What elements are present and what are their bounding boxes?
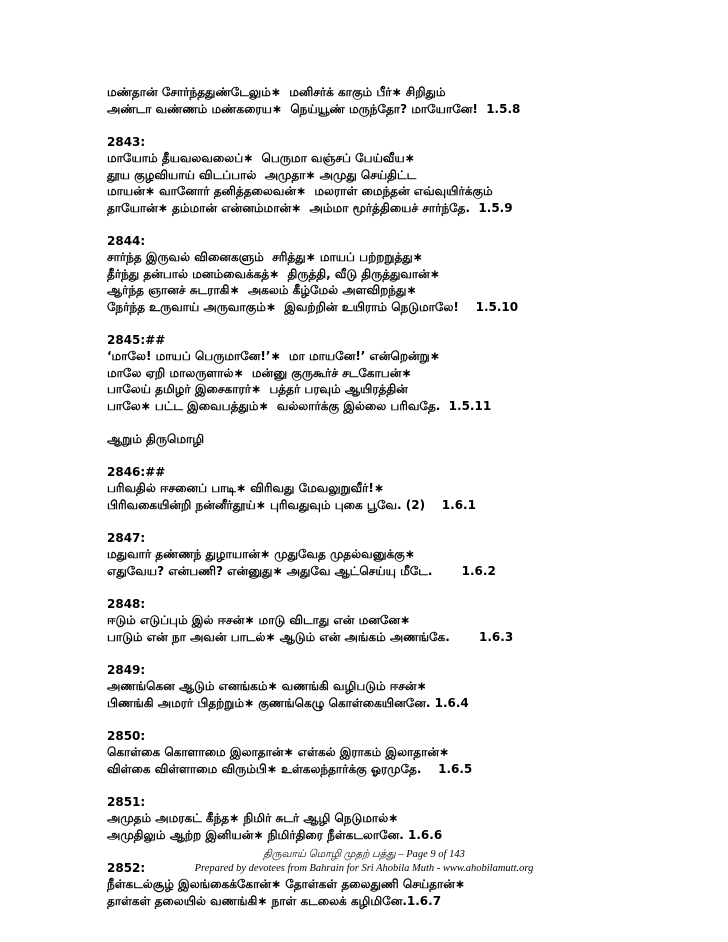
verse-line: பாலே∗ பட்ட இவைபத்தும்∗ வல்லார்க்கு இல்லை பரிவதே. 1.5.11 [107, 398, 492, 413]
verse-line: தீர்ந்து தன்பால் மனம்வைக்கத்∗ திருத்தி, வீடு திருத்துவான்∗ [107, 266, 440, 281]
verse-number: 2847: [107, 530, 146, 545]
verse-block [107, 662, 627, 712]
verse-number: 2849: [107, 662, 146, 677]
verse-number: 2844: [107, 233, 146, 248]
verse-line: பிணங்கி அமரர் பிதற்றும்∗ குணங்கெழு கொள்கையினனே. 1.6.4 [107, 695, 469, 710]
verse-line: நீள்கடல்சூழ் இலங்கைக்கோன்∗ தோள்கள் தலைதுணி செய்தான்∗ [107, 877, 465, 891]
verse-line: மாலே ஏறி மாலருளால்∗ மன்னு குருகூர்ச் சடகோபன்∗ [107, 365, 412, 380]
verse-line: பாடும் என் நா அவன் பாடல்∗ ஆடும் என் அங்கம் அணங்கே. 1.6.3 [107, 629, 514, 644]
verse-block [107, 530, 627, 580]
verse-line: ஆர்ந்த ஞானச் சுடராகி∗ அகலம் கீழ்மேல் அளவிறந்து∗ [107, 283, 417, 297]
verse-line: எதுவேய? என்பணி? என்னுது∗ அதுவே ஆட்செய்யு மீடே. 1.6.2 [107, 563, 496, 578]
verse-block [107, 233, 627, 316]
verse-line: ஆறும் திருமொழி [107, 431, 205, 446]
verse-line: நேர்ந்த உருவாய் அருவாகும்∗ இவற்றின் உயிராம் நெடுமாலே! 1.5.10 [107, 299, 519, 314]
verse-line: அமுதிலும் ஆற்ற இனியன்∗ நிமிர்திரை நீள்கடலானே. 1.6.6 [107, 827, 443, 842]
verse-line: அண்டா வண்ணம் மண்கரைய∗ நெய்யூண் மருந்தோ? மாயோனே! 1.5.8 [107, 101, 521, 116]
verse-number: 2845:## [107, 332, 166, 347]
verse-line: மாயோம் தீயவலவலைப்∗ பெருமா வஞ்சப் பேய்வீய∗ [107, 151, 415, 165]
verse-block [107, 596, 627, 646]
verse-line: சார்ந்த இருவல் வினைகளும் சரித்து∗ மாயப் பற்றறுத்து∗ [107, 250, 423, 264]
verse-line: தூய குழவியாய் விடப்பால் அமுதா∗ அமுது செய்திட்ட [107, 167, 417, 182]
verse-line: மண்தான் சோர்ந்ததுண்டேலும்∗ மனிசர்க் காகும் பீர்∗ சிறிதும் [107, 85, 446, 99]
verse-block [107, 728, 627, 778]
verse-block [107, 794, 627, 844]
verse-line: விள்கை விள்ளாமை விரும்பி∗ உள்கலந்தார்க்கு ஓரமுதே. 1.6.5 [107, 761, 473, 776]
verse-line: தாள்கள் தலையில் வணங்கி∗ நாள் கடலைக் கழிமினே.1.6.7 [107, 893, 442, 908]
verse-number: 2850: [107, 728, 146, 743]
verse-number: 2846:## [107, 464, 166, 479]
verse-line: ஈடும் எடுப்பும் இல் ஈசன்∗ மாடு விடாது என் மனனே∗ [107, 613, 411, 627]
verse-line: பாலேய் தமிழர் இசைகாரர்∗ பத்தர் பரவும் ஆயிரத்தின் [107, 382, 408, 396]
verse-line: மதுவார் தண்ணந் துழாயான்∗ முதுவேத முதல்வனுக்கு∗ [107, 547, 415, 561]
verse-block [107, 431, 627, 448]
verse-block [107, 464, 627, 514]
verse-number: 2843: [107, 134, 146, 149]
verse-line: பிரிவகையின்றி நன்னீர்தூய்∗ புரிவதுவும் புகை பூவே. (2) 1.6.1 [107, 497, 476, 512]
verse-block [107, 332, 627, 415]
page-footer-credit: Prepared by devotees from Bahrain for Sri Ahobila Muth - www.ahobilamutt.org [194, 863, 534, 874]
verse-line: அணங்கென ஆடும் எனங்கம்∗ வணங்கி வழிபடும் ஈசன்∗ [107, 679, 427, 693]
verse-line: ‘மாலே! மாயப் பெருமானே!’∗ மா மாயனே!’ என்றென்று∗ [107, 349, 440, 363]
verse-line: கொள்கை கொளாமை இலாதான்∗ எள்கல் இராகம் இலாதான்∗ [107, 745, 450, 759]
verse-line: மாயன்∗ வானோர் தனித்தலைவன்∗ மலராள் மைந்தன் எவ்வுயிர்க்கும் [107, 184, 493, 198]
page-content [107, 84, 627, 926]
verse-line: பரிவதில் ஈசனைப் பாடி∗ விரிவது மேவலுறுவீர்!∗ [107, 481, 384, 495]
verse-block [107, 84, 627, 117]
verse-number: 2852: [107, 860, 146, 875]
verse-block [107, 134, 627, 217]
verse-line: அமுதம் அமரகட் கீந்த∗ நிமிர் சுடர் ஆழி நெடுமால்∗ [107, 811, 399, 825]
verse-number: 2848: [107, 596, 146, 611]
page-footer-title: திருவாய் மொழி முதற் பத்து – Page 9 of 143 [263, 849, 465, 860]
verse-number: 2851: [107, 794, 146, 809]
verse-line: தாயோன்∗ தம்மான் என்னம்மான்∗ அம்மா மூர்த்தியைச் சார்ந்தே. 1.5.9 [107, 200, 513, 215]
